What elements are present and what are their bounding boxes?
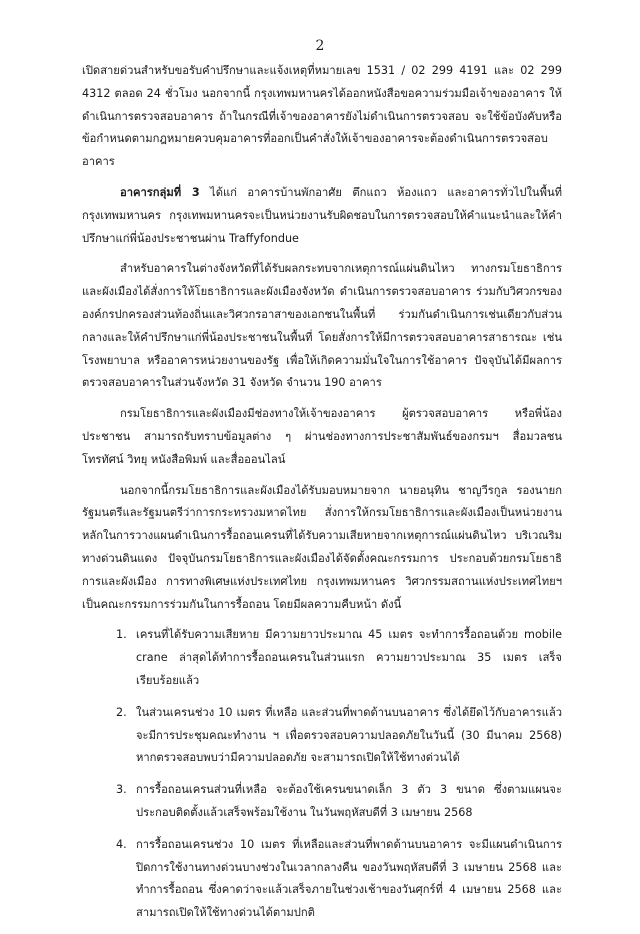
list-item-text: การรื้อถอนเครนส่วนที่เหลือ จะต้องใช้เครนขนาดเล็ก 3 ตัว 3 ขนาด ซึ่งตามแผนจะประกอบติดตั้งแล้วเสร็จพร้อมใช้งาน ในวันพฤหัสบดีที่ 3 เมษายน 2568 [136, 783, 562, 819]
list-item-number: 1. [116, 628, 127, 642]
paragraph-building-group-3 [82, 182, 562, 250]
document-body [82, 60, 562, 934]
group-3-text: ได้แก่ อาคารบ้านพักอาศัย ตึกแถว ห้องแถว และอาคารทั่วไปในพื้นที่กรุงเทพมหานคร กรุงเทพมหานครจะเป็นหน่วยงานรับผิดชอบในการตรวจสอบให้คำแนะนำและให้คำปรึกษาแก่พี่น้องประชาชนผ่าน Traffyfondue [82, 185, 562, 245]
group-3-heading: อาคารกลุ่มที่ 3 [120, 185, 200, 199]
list-item-number: 3. [116, 783, 127, 797]
paragraph-information-channels: กรมโยธาธิการและผังเมืองมีช่องทางให้เจ้าของอาคาร ผู้ตรวจสอบอาคาร หรือพี่น้องประชาชน สามารถรับทราบข้อมูลต่าง ๆ ผ่านช่องทางการประชาสัมพันธ์ของกรมฯ สื่อมวลชน โทรทัศน์ วิทยุ หนังสือพิมพ์ และสื่อออนไลน์ [82, 407, 562, 466]
list-item [82, 834, 562, 925]
list-item [82, 702, 562, 770]
list-item-text: เครนที่ได้รับความเสียหาย มีความยาวประมาณ 45 เมตร จะทำการรื้อถอนด้วย mobile crane ล่าสุดได้ทำการรื้อถอนเครนในส่วนแรก ความยาวประมาณ 35 เมตร เสร็จเรียบร้อยแล้ว [136, 628, 562, 687]
page-number: 2 [315, 38, 325, 54]
list-item-number: 2. [116, 705, 127, 719]
paragraph-crane-removal: นอกจากนี้กรมโยธาธิการและผังเมืองได้รับมอบหมายจาก นายอนุทิน ชาญวีรกูล รองนายกรัฐมนตรีและรัฐมนตรีว่าการกระทรวงมหาดไทย สั่งการให้กรมโยธาธิการและผังเมืองเป็นหน่วยงานหลักในการวางแผนดำเนินการรื้อถอนเครนที่ได้รับความเสียหายจากเหตุการณ์แผ่นดินไหว บริเวณริมทางด่วนดินแดง ปัจจุบันกรมโยธาธิการและผังเมืองได้จัดตั้งคณะกรรมการ ประกอบด้วยกรมโยธาธิการและผังเมือง การทางพิเศษแห่งประเทศไทย กรุงเทพมหานคร วิศวกรรมสถานแห่งประเทศไทยฯ เป็นคณะกรรมการร่วมกันในการรื้อถอน โดยมีผลความคืบหน้า ดังนี้ [82, 483, 562, 611]
list-item [82, 779, 562, 825]
list-item-text: การรื้อถอนเครนช่วง 10 เมตร ที่เหลือและส่วนที่พาดด้านบนอาคาร จะมีแผนดำเนินการปิดการใช้งานทางด่วนบางช่วงในเวลากลางคืน ของวันพฤหัสบดีที่ 3 เมษายน 2568 และทำการรื้อถอน ซึ่งคาดว่าจะแล้วเสร็จภายในช่วงเช้าของวันศุกร์ที่ 4 เมษายน 2568 และสามารถเปิดให้ใช้ทางด่วนได้ตามปกติ [136, 837, 562, 920]
paragraph-hotline: เปิดสายด่วนสำหรับขอรับคำปรึกษาและแจ้งเหตุที่หมายเลข 1531 / 02 299 4191 และ 02 299 4312 ตลอด 24 ชั่วโมง นอกจากนี้ กรุงเทพมหานครได้ออกหนังสือขอความร่วมมือเจ้าของอาคาร ให้ดำเนินการตรวจสอบอาคาร ถ้าในกรณีที่เจ้าของอาคารยังไม่ดำเนินการตรวจสอบ จะใช้ข้อบังคับหรือข้อกำหนดตามกฎหมายควบคุมอาคารที่ออกเป็นคำสั่งให้เจ้าของอาคารจะต้องดำเนินการตรวจสอบอาคาร [82, 64, 562, 169]
list-item [82, 624, 562, 692]
list-item-text: ในส่วนเครนช่วง 10 เมตร ที่เหลือ และส่วนที่พาดด้านบนอาคาร ซึ่งได้ยึดไว้กับอาคารแล้ว จะมีการประชุมคณะทำงาน ฯ เพื่อตรวจสอบความปลอดภัยในวันนี้ (30 มีนาคม 2568) หากตรวจสอบพบว่ามีความปลอดภัย จะสามารถเปิดให้ใช้ทางด่วนได้ [136, 705, 562, 765]
list-item-number: 4. [116, 837, 127, 851]
progress-list [82, 624, 562, 925]
paragraph-provincial-buildings: สำหรับอาคารในต่างจังหวัดที่ได้รับผลกระทบจากเหตุการณ์แผ่นดินไหว ทางกรมโยธาธิการและผังเมืองได้สั่งการให้โยธาธิการและผังเมืองจังหวัด ดำเนินการตรวจสอบอาคาร ร่วมกับวิศวกรขององค์กรปกครองส่วนท้องถิ่นและวิศวกรอาสาของเอกชนในพื้นที่ ร่วมกันดำเนินการเช่นเดียวกับส่วนกลางและให้คำปรึกษาแก่พี่น้องประชาชนในพื้นที่ โดยสั่งการให้มีการตรวจสอบอาคารสาธารณะ เช่น โรงพยาบาล หรืออาคารหน่วยงานของรัฐ เพื่อให้เกิดความมั่นใจในการใช้อาคาร ปัจจุบันได้มีผลการตรวจสอบอาคารในส่วนจังหวัด 31 จังหวัด จำนวน 190 อาคาร [82, 262, 562, 390]
